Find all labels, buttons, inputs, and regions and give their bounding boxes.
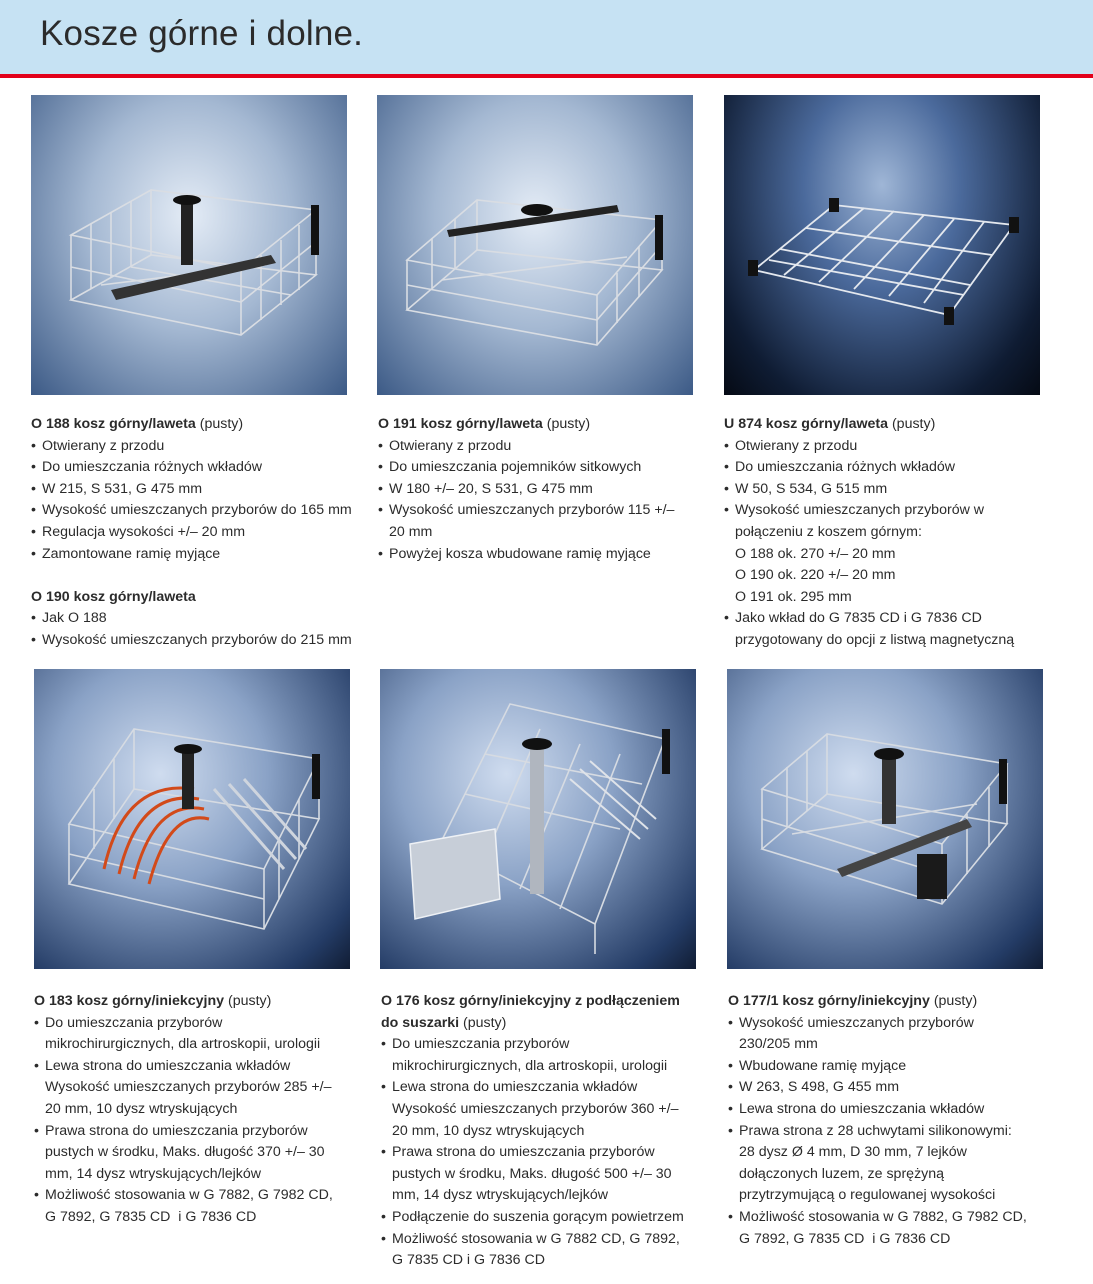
bullet-text: O 190 ok. 220 +/– 20 mm bbox=[735, 567, 896, 584]
bullet-text: O 191 ok. 295 mm bbox=[735, 588, 852, 605]
bullet-icon: • bbox=[31, 610, 36, 627]
bullet-text: Lewa strona do umieszczania wkładów bbox=[739, 1100, 985, 1117]
product-photo-u874 bbox=[724, 95, 1040, 395]
bullet-icon: • bbox=[381, 1144, 386, 1161]
bullet-item bbox=[31, 436, 361, 458]
basket-illustration bbox=[380, 669, 696, 969]
bullet-text: Do umieszczania przyborów bbox=[392, 1036, 570, 1053]
product-title-note: (pusty) bbox=[224, 993, 272, 1009]
bullet-item bbox=[31, 608, 361, 630]
product-name: O 176 kosz górny/iniekcyjny z podłączeniem bbox=[381, 993, 680, 1009]
bullet-icon: • bbox=[378, 502, 383, 519]
bullet-text: Prawa strona do umieszczania przyborów bbox=[45, 1122, 308, 1139]
bullet-icon: • bbox=[31, 502, 36, 519]
bullet-text: Jak O 188 bbox=[42, 610, 107, 627]
product-description-o183 bbox=[34, 991, 364, 1229]
bullet-text: Otwierany z przodu bbox=[735, 437, 858, 454]
product-description-o176 bbox=[381, 991, 711, 1272]
product-title-note: (pusty) bbox=[195, 416, 244, 432]
bullet-text: G 7892, G 7835 CD i G 7836 CD bbox=[739, 1230, 951, 1247]
bullet-text: 20 mm bbox=[389, 523, 433, 540]
product-photo-o177-1 bbox=[727, 669, 1043, 969]
bullet-icon: • bbox=[34, 1122, 39, 1139]
bullet-item bbox=[728, 1099, 1068, 1121]
bullet-icon: • bbox=[31, 523, 36, 540]
product-title bbox=[728, 991, 1068, 1013]
product-name: O 183 kosz górny/iniekcyjny bbox=[34, 993, 225, 1009]
bullet-item bbox=[31, 479, 361, 501]
bullet-text: W 215, S 531, G 475 mm bbox=[42, 480, 203, 497]
bullet-text: W 50, S 534, G 515 mm bbox=[735, 480, 888, 497]
product-photo-o191 bbox=[377, 95, 693, 395]
bullet-text: dołączonych luzem, ze sprężyną bbox=[739, 1165, 945, 1182]
bullet-icon: • bbox=[724, 480, 729, 497]
bullet-item bbox=[31, 457, 361, 479]
bullet-item bbox=[724, 436, 1069, 458]
basket-illustration bbox=[377, 95, 693, 395]
page-title: Kosze górne i dolne. bbox=[40, 14, 364, 53]
bullet-text: Otwierany z przodu bbox=[42, 437, 165, 454]
bullet-text: Do umieszczania różnych wkładów bbox=[42, 459, 262, 476]
product-name: O 188 kosz górny/laweta bbox=[31, 416, 196, 432]
bullet-text: Otwierany z przodu bbox=[389, 437, 512, 454]
product-description-o177-1 bbox=[728, 991, 1068, 1250]
product-title bbox=[724, 414, 1069, 436]
bullet-item bbox=[724, 457, 1069, 479]
bullet-item bbox=[34, 1185, 364, 1228]
basket-illustration bbox=[727, 669, 1043, 969]
bullet-text: Wysokość umieszczanych przyborów bbox=[739, 1014, 974, 1031]
bullet-text: Zamontowane ramię myjące bbox=[42, 545, 221, 562]
bullet-icon: • bbox=[378, 437, 383, 454]
bullet-text: W 180 +/– 20, S 531, G 475 mm bbox=[389, 480, 593, 497]
bullet-item bbox=[728, 1077, 1068, 1099]
product-title bbox=[34, 991, 364, 1013]
bullet-text: mm, 14 dysz wtryskujących/lejków bbox=[392, 1187, 609, 1204]
bullet-icon: • bbox=[34, 1187, 39, 1204]
bullet-item bbox=[728, 1013, 1068, 1056]
bullet-item bbox=[728, 1056, 1068, 1078]
bullet-icon: • bbox=[724, 610, 729, 627]
bullet-item bbox=[378, 457, 708, 479]
bullet-item bbox=[31, 522, 361, 544]
bullet-icon: • bbox=[728, 1079, 733, 1096]
bullet-icon: • bbox=[378, 459, 383, 476]
bullet-item bbox=[31, 500, 361, 522]
bullet-item bbox=[728, 1121, 1068, 1207]
product-name: O 191 kosz górny/laweta bbox=[378, 416, 543, 432]
bullet-icon: • bbox=[31, 631, 36, 648]
basket-illustration bbox=[31, 95, 347, 395]
product-name: O 190 kosz górny/laweta bbox=[31, 588, 196, 605]
product-name: U 874 kosz górny/laweta bbox=[724, 416, 889, 432]
bullet-text: przygotowany do opcji z listwą magnetyczną bbox=[735, 631, 1015, 648]
bullet-icon: • bbox=[31, 480, 36, 497]
bullet-item bbox=[724, 500, 1069, 608]
bullet-icon: • bbox=[381, 1079, 386, 1096]
bullet-icon: • bbox=[31, 459, 36, 476]
bullet-text: mikrochirurgicznych, dla artroskopii, urologii bbox=[45, 1036, 321, 1053]
bullet-text: Możliwość stosowania w G 7882, G 7982 CD, bbox=[739, 1208, 1027, 1225]
bullet-text: Wysokość umieszczanych przyborów w bbox=[735, 502, 985, 519]
product-subtitle bbox=[31, 587, 361, 609]
bullet-text: Wysokość umieszczanych przyborów do 215 mm bbox=[42, 631, 352, 648]
product-photo-o188 bbox=[31, 95, 347, 395]
bullet-text: W 263, S 498, G 455 mm bbox=[739, 1079, 900, 1096]
bullet-text: Do umieszczania różnych wkładów bbox=[735, 459, 955, 476]
bullet-icon: • bbox=[728, 1122, 733, 1139]
bullet-text: Regulacja wysokości +/– 20 mm bbox=[42, 523, 246, 540]
bullet-icon: • bbox=[381, 1036, 386, 1053]
product-title bbox=[381, 991, 711, 1013]
bullet-text: Do umieszczania przyborów bbox=[45, 1014, 223, 1031]
bullet-text: Podłączenie do suszenia gorącym powietrzem bbox=[392, 1208, 684, 1225]
bullet-icon: • bbox=[728, 1014, 733, 1031]
bullet-text: Powyżej kosza wbudowane ramię myjące bbox=[389, 545, 651, 562]
bullet-item bbox=[724, 608, 1069, 651]
bullet-icon: • bbox=[724, 502, 729, 519]
basket-illustration bbox=[34, 669, 350, 969]
product-description-u874 bbox=[724, 414, 1069, 652]
bullet-text: 20 mm, 10 dysz wtryskujących bbox=[45, 1100, 238, 1117]
bullet-text: 230/205 mm bbox=[739, 1036, 818, 1053]
product-title-note: (pusty) bbox=[888, 416, 936, 432]
bullet-item bbox=[381, 1142, 711, 1207]
bullet-item bbox=[31, 544, 361, 566]
bullet-item bbox=[31, 630, 361, 652]
bullet-text: Lewa strona do umieszczania wkładów bbox=[392, 1079, 638, 1096]
bullet-icon: • bbox=[728, 1100, 733, 1117]
bullet-icon: • bbox=[381, 1230, 386, 1247]
bullet-icon: • bbox=[728, 1208, 733, 1225]
product-description-o188 bbox=[31, 414, 361, 652]
bullet-text: G 7892, G 7835 CD i G 7836 CD bbox=[45, 1208, 257, 1225]
bullet-text: Możliwość stosowania w G 7882, G 7982 CD, bbox=[45, 1187, 333, 1204]
bullet-item bbox=[34, 1056, 364, 1121]
bullet-text: Do umieszczania pojemników sitkowych bbox=[389, 459, 642, 476]
product-name-continued: do suszarki bbox=[381, 1014, 460, 1031]
product-title-note: (pusty) bbox=[459, 1014, 507, 1031]
bullet-item bbox=[34, 1121, 364, 1186]
bullet-icon: • bbox=[31, 545, 36, 562]
bullet-text: Wysokość umieszczanych przyborów do 165 mm bbox=[42, 502, 352, 519]
page-header bbox=[0, 0, 1093, 78]
bullet-icon: • bbox=[34, 1014, 39, 1031]
product-description-o191 bbox=[378, 414, 708, 565]
bullet-text: O 188 ok. 270 +/– 20 mm bbox=[735, 545, 896, 562]
bullet-item bbox=[34, 1013, 364, 1056]
bullet-item bbox=[378, 436, 708, 458]
bullet-text: Jako wkład do G 7835 CD i G 7836 CD bbox=[735, 610, 982, 627]
bullet-text: Lewa strona do umieszczania wkładów bbox=[45, 1057, 291, 1074]
bullet-text: pustych w środku, Maks. długość 370 +/– 30 bbox=[45, 1144, 325, 1161]
bullet-icon: • bbox=[378, 480, 383, 497]
bullet-item bbox=[381, 1034, 711, 1077]
product-name: O 177/1 kosz górny/iniekcyjny bbox=[728, 993, 930, 1009]
bullet-text: przytrzymującą o regulowanej wysokości bbox=[739, 1187, 996, 1204]
bullet-icon: • bbox=[724, 437, 729, 454]
bullet-text: Prawa strona z 28 uchwytami silikonowymi: bbox=[739, 1122, 1012, 1139]
bullet-text: mikrochirurgicznych, dla artroskopii, urologii bbox=[392, 1057, 668, 1074]
bullet-item bbox=[378, 479, 708, 501]
bullet-item bbox=[724, 479, 1069, 501]
bullet-item bbox=[381, 1207, 711, 1229]
bullet-item bbox=[381, 1077, 711, 1142]
product-title-note: (pusty) bbox=[542, 416, 591, 432]
bullet-text: połączeniu z koszem górnym: bbox=[735, 523, 922, 540]
bullet-text: Wysokość umieszczanych przyborów 360 +/– bbox=[392, 1100, 679, 1117]
product-title bbox=[378, 414, 708, 436]
product-photo-o176 bbox=[380, 669, 696, 969]
product-title-note: (pusty) bbox=[929, 993, 978, 1009]
bullet-item bbox=[378, 544, 708, 566]
bullet-text: Wbudowane ramię myjące bbox=[739, 1057, 907, 1074]
bullet-icon: • bbox=[34, 1057, 39, 1074]
bullet-icon: • bbox=[378, 545, 383, 562]
bullet-text: Prawa strona do umieszczania przyborów bbox=[392, 1144, 655, 1161]
bullet-icon: • bbox=[724, 459, 729, 476]
bullet-text: Wysokość umieszczanych przyborów 115 +/– bbox=[389, 502, 675, 519]
bullet-item bbox=[728, 1207, 1068, 1250]
bullet-text: pustych w środku, Maks. długość 500 +/– 30 bbox=[392, 1165, 672, 1182]
bullet-text: mm, 14 dysz wtryskujących/lejków bbox=[45, 1165, 262, 1182]
bullet-text: 28 dysz Ø 4 mm, D 30 mm, 7 lejków bbox=[739, 1144, 967, 1161]
bullet-icon: • bbox=[381, 1208, 386, 1225]
product-title-line-2 bbox=[381, 1013, 711, 1035]
bullet-text: G 7835 CD i G 7836 CD bbox=[392, 1252, 545, 1269]
product-title bbox=[31, 414, 361, 436]
rack-illustration bbox=[724, 95, 1040, 395]
bullet-icon: • bbox=[728, 1057, 733, 1074]
bullet-icon: • bbox=[31, 437, 36, 454]
product-photo-o183 bbox=[34, 669, 350, 969]
bullet-text: Możliwość stosowania w G 7882 CD, G 7892, bbox=[392, 1230, 680, 1247]
bullet-item bbox=[381, 1229, 711, 1272]
bullet-item bbox=[378, 500, 708, 543]
bullet-text: Wysokość umieszczanych przyborów 285 +/– bbox=[45, 1079, 332, 1096]
bullet-text: 20 mm, 10 dysz wtryskujących bbox=[392, 1122, 585, 1139]
